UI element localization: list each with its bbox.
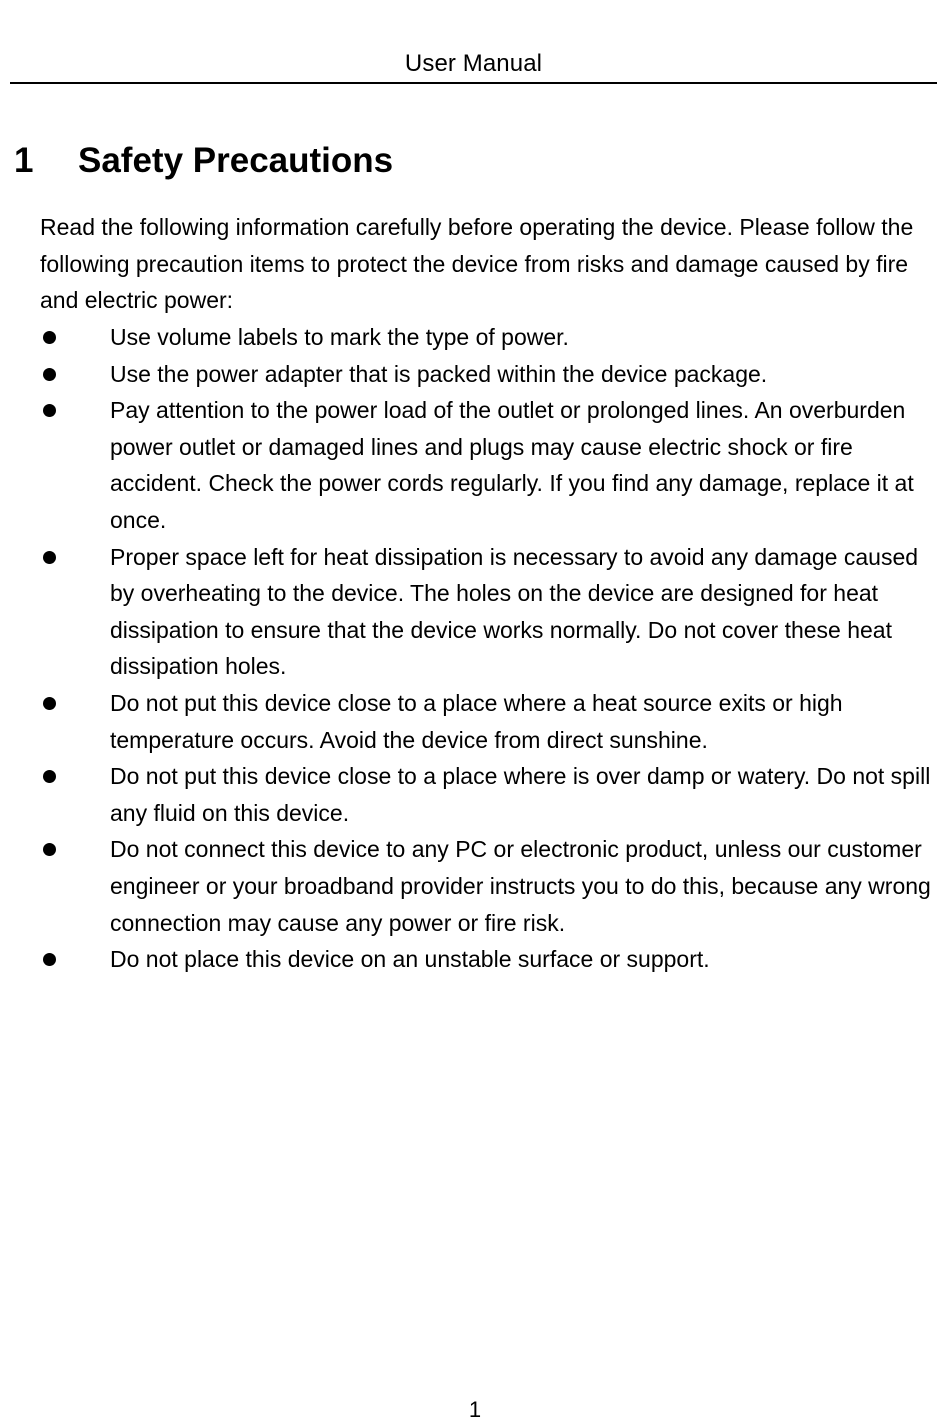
bullet-icon — [43, 404, 56, 417]
precaution-text: Proper space left for heat dissipation is necessary to avoid any damage caused by overheating to the device. The holes on the device are designed for heat dissipation to ensure that the device works normally. Do not cover these heat dissipation holes. — [110, 543, 919, 680]
bullet-icon — [43, 368, 56, 381]
precaution-text: Pay attention to the power load of the outlet or prolonged lines. An overburden power outlet or damaged lines and plugs may cause electric shock or fire accident. Check the power cords regularly. If you find any damage, replace it at once. — [110, 397, 914, 533]
precaution-item — [40, 392, 938, 538]
section-heading — [14, 137, 393, 185]
bullet-icon — [43, 697, 56, 710]
precaution-text: Do not put this device close to a place where is over damp or watery. Do not spill any fluid on this device. — [110, 763, 931, 826]
bullet-icon — [43, 331, 56, 344]
precaution-item — [40, 319, 938, 356]
page-number: 1 — [468, 1397, 482, 1422]
precaution-item — [40, 539, 938, 685]
precaution-item — [40, 941, 938, 978]
bullet-icon — [43, 551, 56, 564]
precaution-item — [40, 685, 938, 758]
section-title: Safety Precautions — [78, 141, 394, 180]
bullet-icon — [43, 843, 56, 856]
running-header: User Manual — [404, 50, 543, 77]
precaution-text: Use volume labels to mark the type of power. — [110, 324, 569, 350]
intro-text: Read the following information carefully before operating the device. Please follow the following precaution items to protect the device from risks and damage caused by fire and electric power: — [40, 214, 914, 313]
precaution-item — [40, 758, 938, 831]
precaution-item — [40, 831, 938, 941]
precaution-item — [40, 356, 938, 393]
header-rule — [10, 82, 937, 84]
precaution-text: Do not place this device on an unstable surface or support. — [110, 946, 710, 973]
precaution-list — [40, 319, 938, 978]
bullet-icon — [43, 953, 56, 966]
section-number: 1 — [14, 141, 34, 180]
intro-paragraph — [40, 209, 940, 319]
precaution-text: Use the power adapter that is packed within the device package. — [110, 360, 768, 387]
precaution-text: Do not put this device close to a place where a heat source exits or high temperature occurs. Avoid the device from direct sunshine. — [110, 689, 843, 753]
bullet-icon — [43, 770, 56, 783]
precaution-text: Do not connect this device to any PC or electronic product, unless our customer engineer or your broadband provider instructs you to do this, because any wrong connection may cause any power or fire risk. — [110, 836, 931, 936]
